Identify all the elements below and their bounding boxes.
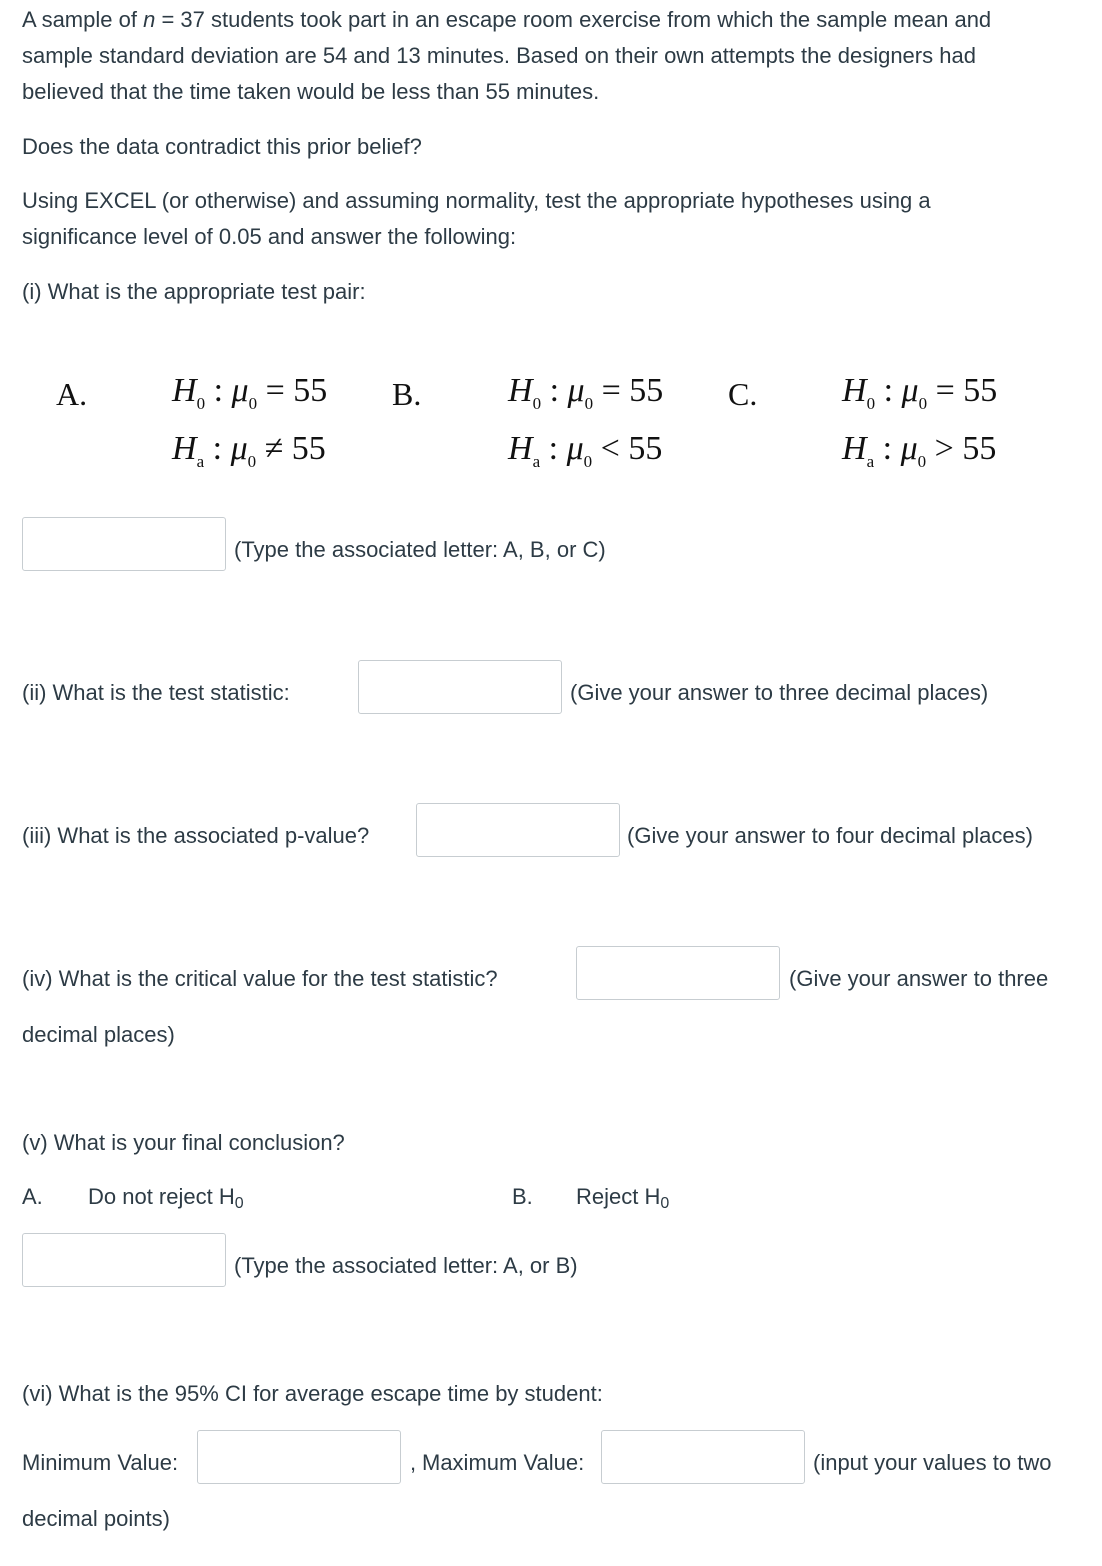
q4-critical-value-input[interactable] xyxy=(576,946,780,1000)
option-a-null: $H_0$ : $\mu_0 = 55$ xyxy=(172,372,328,413)
q5-hint: (Type the associated letter: A, or B) xyxy=(234,1253,578,1278)
q6-min-label: Minimum Value: xyxy=(22,1450,179,1475)
q6-hint: (input your values to two xyxy=(813,1450,1052,1475)
q6-max-label: Maximum Value: xyxy=(422,1450,585,1475)
q5-option-a-letter: A. xyxy=(22,1184,43,1209)
q6-prompt: (vi) What is the 95% CI for average escape time by student: xyxy=(22,1381,603,1406)
intro-paragraph xyxy=(22,2,991,110)
instructions-line-1: Using EXCEL (or otherwise) and assuming normality, test the appropriate hypotheses using a xyxy=(22,188,931,213)
q5-prompt: (v) What is your final conclusion? xyxy=(22,1130,345,1155)
intro-line-1: A sample of n = 37 students took part in an escape room exercise from which the sample mean and xyxy=(22,7,992,32)
option-b-null: $H_0$ : $\mu_0 = 55$ xyxy=(508,372,664,413)
q4-hint-continued: decimal places) xyxy=(22,1022,175,1047)
q1-prompt: (i) What is the appropriate test pair: xyxy=(22,279,366,304)
q5-answer-input[interactable] xyxy=(22,1233,226,1287)
instructions-line-2: significance level of 0.05 and answer the following: xyxy=(22,224,517,249)
q5-option-b-text: Reject H0 xyxy=(576,1184,670,1212)
option-c-null: $H_0$ : $\mu_0 = 55$ xyxy=(842,372,998,413)
q1-answer-input[interactable] xyxy=(22,517,226,571)
option-a-letter: A. xyxy=(56,376,88,412)
q6-max-value-input[interactable] xyxy=(601,1430,805,1484)
intro-line-3: believed that the time taken would be less than 55 minutes. xyxy=(22,79,600,104)
option-a-alt: $H_a$ : $\mu_0 \ne 55$ xyxy=(172,430,326,471)
q2-hint: (Give your answer to three decimal places) xyxy=(570,680,989,705)
q1-hint: (Type the associated letter: A, B, or C) xyxy=(234,537,606,562)
q2-test-statistic-input[interactable] xyxy=(358,660,562,714)
q2-prompt: (ii) What is the test statistic: xyxy=(22,680,290,705)
option-c-letter: C. xyxy=(728,376,758,412)
option-b-letter: B. xyxy=(392,376,422,412)
intro-line-2: sample standard deviation are 54 and 13 minutes. Based on their own attempts the designers had xyxy=(22,43,976,68)
option-c-alt: $H_a$ : $\mu_0 > 55$ xyxy=(842,430,997,471)
q5-option-a-text: Do not reject H0 xyxy=(88,1184,244,1212)
q3-prompt: (iii) What is the associated p-value? xyxy=(22,823,370,848)
q3-hint: (Give your answer to four decimal places) xyxy=(627,823,1033,848)
main-question: Does the data contradict this prior belief? xyxy=(22,134,422,159)
q6-hint-continued: decimal points) xyxy=(22,1506,170,1531)
q5-option-b-letter: B. xyxy=(512,1184,533,1209)
option-b-alt: $H_a$ : $\mu_0 < 55$ xyxy=(508,430,663,471)
q6-comma: , xyxy=(410,1450,417,1475)
q4-hint: (Give your answer to three xyxy=(789,966,1049,991)
instructions xyxy=(22,183,931,255)
q3-p-value-input[interactable] xyxy=(416,803,620,857)
q4-prompt: (iv) What is the critical value for the test statistic? xyxy=(22,966,498,991)
q6-min-value-input[interactable] xyxy=(197,1430,401,1484)
